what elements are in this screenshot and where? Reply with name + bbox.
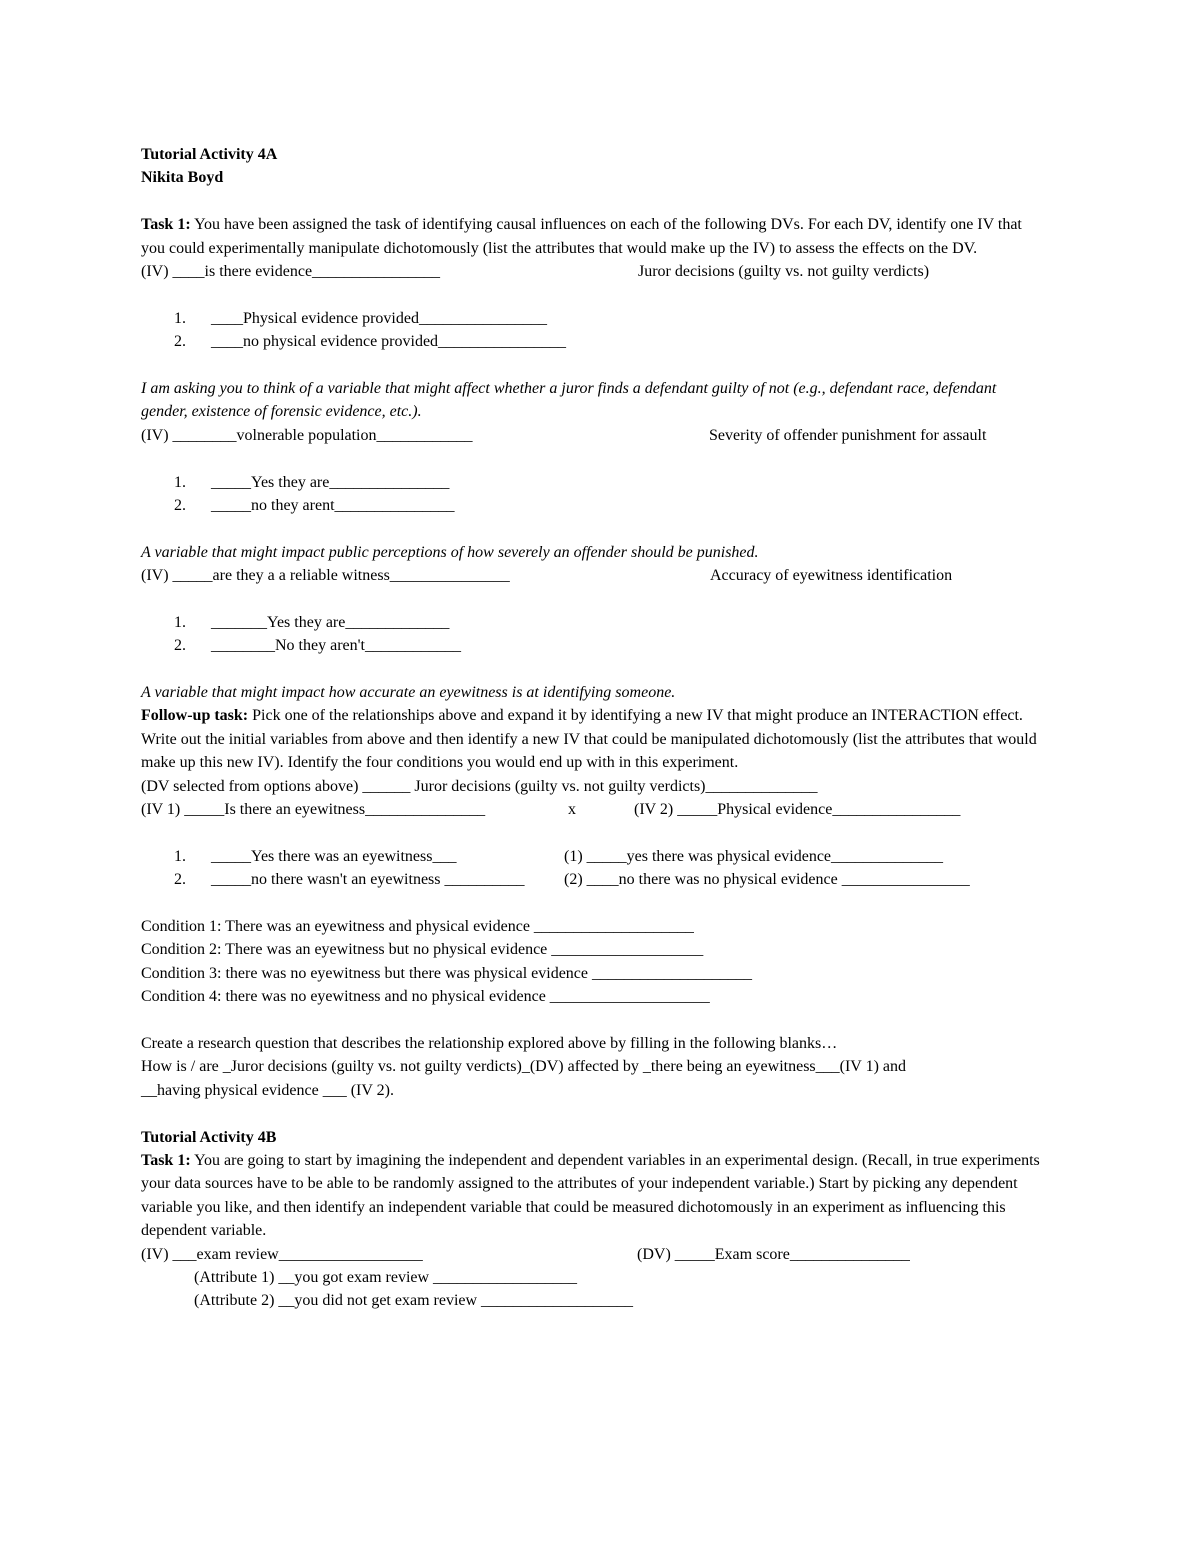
iv2-item-1: (1) _____yes there was physical evidence______________ [564,847,944,865]
task1-text: You have been assigned the task of identifying causal influences on each of the following DVs. For each DV, identify one IV that you could experimentally manipulate dichotomously (list the attributes that would make up the IV) to assess the effects on the DV. [141,216,1022,257]
dv-selected: (DV selected from options above) ______ Juror decisions (guilty vs. not guilty verdicts)______________ [141,777,818,795]
q1-item-2: 2. ____no physical evidence provided________________ [174,333,567,351]
task1-4b-label: Task 1: [141,1151,191,1169]
iv-row [141,798,1046,821]
q3-item-2: 2. ________No they aren't____________ [174,637,461,655]
task1-4b-paragraph [141,1149,1046,1243]
followup-label: Follow-up task: [141,707,249,725]
q1-item-1: 1. ____Physical evidence provided________________ [174,309,547,327]
task1-paragraph [141,213,1046,260]
q1-hint: I am asking you to think of a variable that might affect whether a juror finds a defendant guilty of not (e.g., defendant race, defendant gender, existence of forensic evidence, etc.). [141,379,997,421]
iv-line-4b: (IV) ___exam review__________________ [141,1245,423,1263]
author-name: Nikita Boyd [141,169,224,187]
rq-line-2: __having physical evidence ___ (IV 2). [141,1081,394,1099]
q1-row [141,260,1046,283]
document-page [141,143,1046,1313]
task1-4b-text: You are going to start by imagining the independent and dependent variables in an experimental design. (Recall, in true experiments your data sources have to be able to be randomly assigned to the attributes of your independent variable.) Start by picking any dependent variable you like, and then identify an independent variable that could be measured dichotomously in an experiment as influencing this dependent variable. [141,1151,1040,1240]
task1-label: Task 1: [141,216,191,234]
iv-items-row-2: 2. _____no there wasn't an eyewitness __________ (2) ____no there was no physical evidence ________________ [141,868,1046,891]
q2-hint: A variable that might impact public perceptions of how severely an offender should be punished. [141,543,759,561]
iv-dv-row-4b [141,1243,1046,1266]
q3-item-1: 1. _______Yes they are_____________ [174,613,450,631]
iv2-item-2: (2) ____no there was no physical evidence ________________ [564,871,970,889]
followup-paragraph [141,704,1046,774]
iv-items-row-1: 1. _____Yes there was an eyewitness___ (1) _____yes there was physical evidence______________ [141,845,1046,868]
attribute-1: (Attribute 1) __you got exam review __________________ [194,1268,578,1286]
q2-item-2: 2. _____no they arent_______________ [174,496,455,514]
q3-hint: A variable that might impact how accurate an eyewitness is at identifying someone. [141,684,676,702]
condition-3: Condition 3: there was no eyewitness but there was physical evidence ____________________ [141,964,752,982]
activity-4b-title: Tutorial Activity 4B [141,1128,277,1146]
iv2-line: (IV 2) _____Physical evidence________________ [634,801,961,819]
q1-iv-line: (IV) ____is there evidence________________ [141,262,441,280]
q2-row [141,424,1046,447]
x-mark: x [568,801,576,819]
q2-dv: Severity of offender punishment for assault [709,426,987,444]
dv-line-4b: (DV) _____Exam score_______________ [637,1245,910,1263]
condition-4: Condition 4: there was no eyewitness and no physical evidence ____________________ [141,988,710,1006]
condition-2: Condition 2: There was an eyewitness but no physical evidence ___________________ [141,941,704,959]
iv1-line: (IV 1) _____Is there an eyewitness_______________ [141,801,486,819]
rq-intro: Create a research question that describes the relationship explored above by filling in the following blanks… [141,1034,838,1052]
q3-iv-line: (IV) _____are they a a reliable witness_______________ [141,567,510,585]
followup-text: Pick one of the relationships above and expand it by identifying a new IV that might produce an INTERACTION effect. Write out the initial variables from above and then identify a new IV that could be manipulated dichotomously (list the attributes that would make up this new IV). Identify the four conditions you would end up with in this experiment. [141,707,1037,772]
q1-dv: Juror decisions (guilty vs. not guilty verdicts) [638,262,930,280]
activity-4a-title: Tutorial Activity 4A [141,146,278,163]
q3-dv: Accuracy of eyewitness identification [710,567,953,585]
attribute-2: (Attribute 2) __you did not get exam review ___________________ [194,1292,634,1310]
q3-row [141,564,1046,587]
q2-iv-line: (IV) ________volnerable population____________ [141,426,473,444]
rq-line-1: How is / are _Juror decisions (guilty vs. not guilty verdicts)_(DV) affected by _there being an eyewitness___(IV 1) and [141,1058,906,1076]
condition-1: Condition 1: There was an eyewitness and physical evidence ____________________ [141,918,694,935]
q2-item-1: 1. _____Yes they are_______________ [174,473,450,491]
